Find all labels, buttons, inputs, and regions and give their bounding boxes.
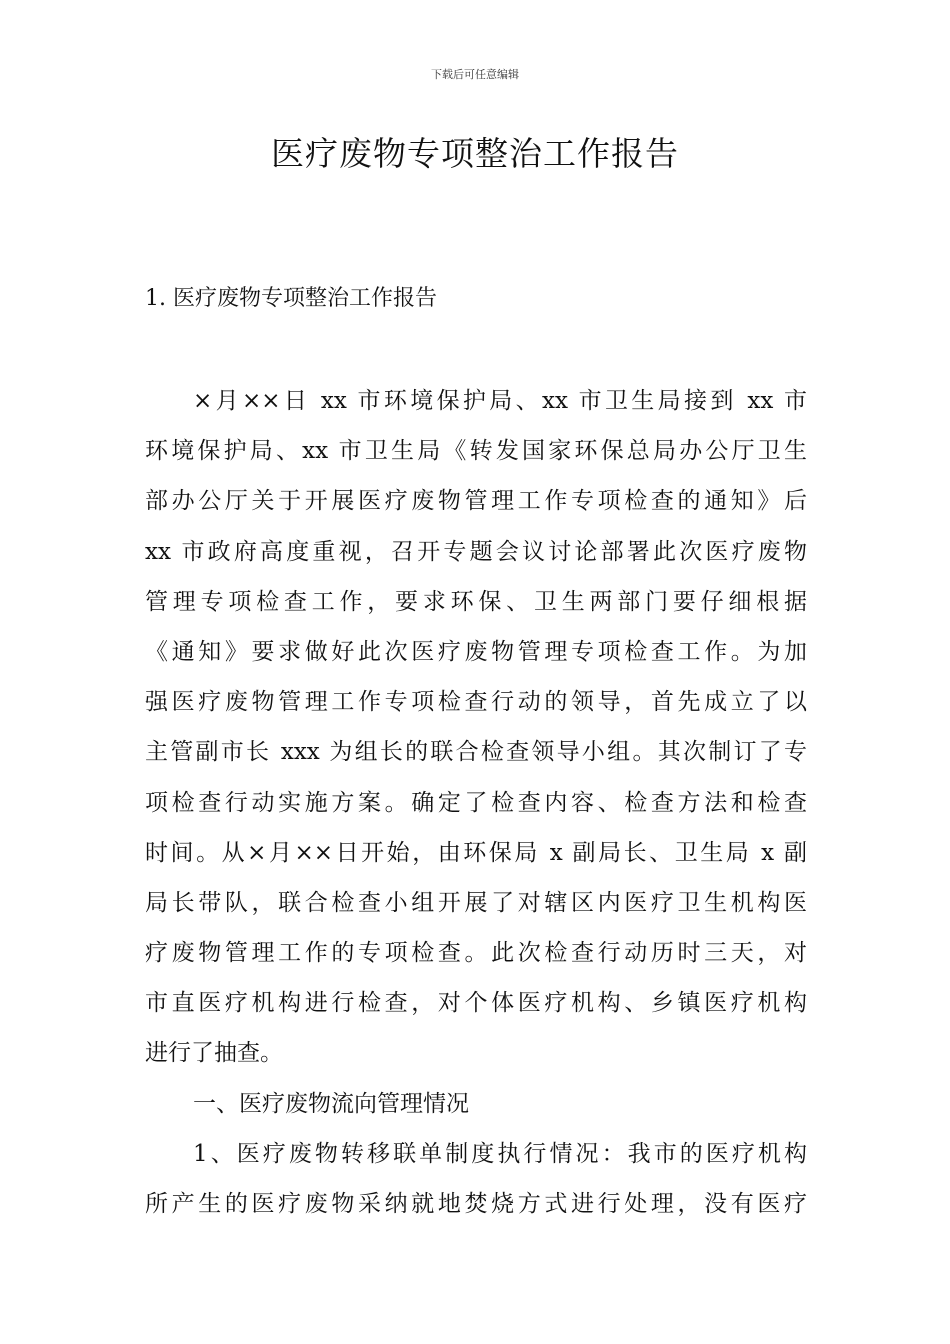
paragraph-line: 进行了抽查。 (145, 1040, 283, 1067)
section-heading: 1. 医疗废物专项整治工作报告 (145, 286, 437, 311)
paragraph-line: 主管副市长 xxx 为组长的联合检查领导小组。其次制订了专 (145, 739, 807, 766)
paragraph-line: 局长带队，联合检查小组开展了对辖区内医疗卫生机构医 (145, 889, 807, 916)
paragraph-line: 强医疗废物管理工作专项检查行动的领导，首先成立了以 (145, 689, 807, 716)
paragraph-line: 管理专项检查工作，要求环保、卫生两部门要仔细根据 (145, 588, 807, 615)
paragraph-line: 项检查行动实施方案。确定了检查内容、检查方法和检查 (145, 789, 807, 816)
paragraph-line: 部办公厅关于开展医疗废物管理工作专项检查的通知》后 (145, 488, 807, 515)
paragraph-line: 1、医疗废物转移联单制度执行情况：我市的医疗机构 (193, 1140, 807, 1167)
paragraph-line: ×月××日 xx 市环境保护局、xx 市卫生局接到 xx 市 (193, 388, 807, 414)
body-text (145, 376, 807, 1229)
subsection-heading: 一、医疗废物流向管理情况 (193, 1090, 469, 1117)
paragraph-line: 所产生的医疗废物采纳就地焚烧方式进行处理，没有医疗 (145, 1191, 807, 1217)
paragraph-line: 环境保护局、xx 市卫生局《转发国家环保总局办公厅卫生 (145, 438, 807, 465)
paragraph-line: 市直医疗机构进行检查，对个体医疗机构、乡镇医疗机构 (145, 990, 807, 1017)
paragraph-line: 疗废物管理工作的专项检查。此次检查行动历时三天，对 (145, 940, 807, 967)
paragraph-line: xx 市政府高度重视，召开专题会议讨论部署此次医疗废物 (145, 538, 807, 565)
paragraph-line: 时间。从×月××日开始，由环保局 x 副局长、卫生局 x 副 (145, 839, 807, 866)
paragraph-line: 《通知》要求做好此次医疗废物管理专项检查工作。为加 (145, 638, 807, 665)
document-title: 医疗废物专项整治工作报告 (271, 134, 679, 173)
header-note: 下载后可任意编辑 (431, 68, 519, 81)
